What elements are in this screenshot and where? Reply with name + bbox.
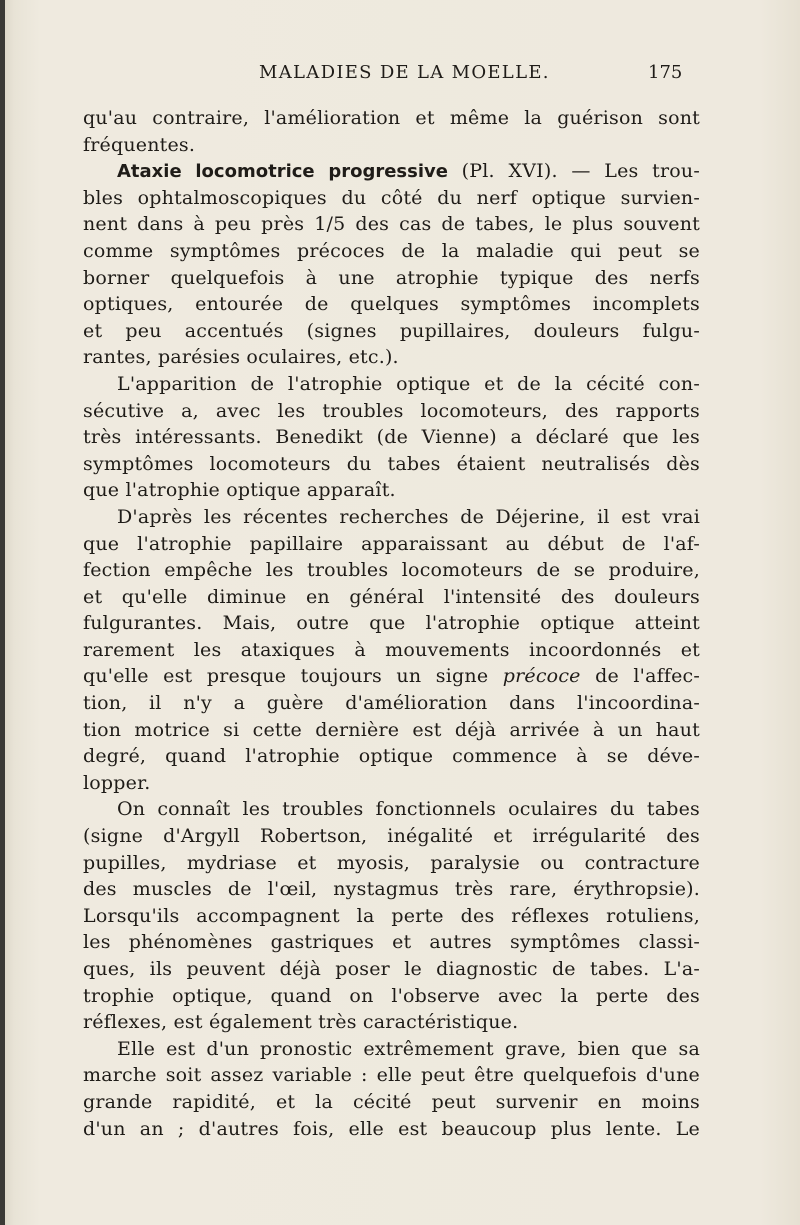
text-segment: pupilles, mydriase et myosis, paralysie ou contracture <box>83 851 700 874</box>
text-segment: des muscles de l'œil, nystagmus très rare, érythropsie). <box>83 878 700 901</box>
text-segment: bles ophtalmoscopiques du côté du nerf optique survien- <box>83 186 700 209</box>
text-line <box>83 238 700 265</box>
text-line <box>83 1009 700 1036</box>
text-segment: fulgurantes. Mais, outre que l'atrophie optique atteint <box>83 612 700 635</box>
text-segment: (signe d'Argyll Robertson, inégalité et irrégularité des <box>83 825 700 848</box>
text-line <box>83 823 700 850</box>
section-heading: Ataxie locomotrice progressive <box>117 161 448 183</box>
body-text <box>83 105 700 1142</box>
text-segment: d'un an ; d'autres fois, elle est beaucoup plus lente. Le <box>83 1117 700 1140</box>
text-line <box>83 876 700 903</box>
text-line <box>83 743 700 770</box>
text-segment: trophie optique, quand on l'observe avec la perte des <box>83 984 700 1007</box>
text-line <box>83 531 700 558</box>
text-line <box>83 451 700 478</box>
text-segment: fection empêche les troubles locomoteurs de se produire, <box>83 559 700 582</box>
text-segment: tion motrice si cette dernière est déjà arrivée à un haut <box>83 718 700 741</box>
text-line <box>83 770 700 797</box>
text-line <box>83 504 700 531</box>
text-segment: que l'atrophie papillaire apparaissant au début de l'af- <box>83 532 700 555</box>
text-segment: borner quelquefois à une atrophie typique des nerfs <box>83 266 700 289</box>
text-line <box>83 344 700 371</box>
text-segment: degré, quand l'atrophie optique commence à se déve- <box>83 745 700 768</box>
text-line <box>83 1062 700 1089</box>
text-line <box>83 371 700 398</box>
text-line <box>83 477 700 504</box>
text-segment: symptômes locomoteurs du tabes étaient neutralisés dès <box>83 452 700 475</box>
text-segment: marche soit assez variable : elle peut être quelquefois d'une <box>83 1064 700 1087</box>
text-segment: qu'au contraire, l'amélioration et même la guérison sont <box>83 107 700 129</box>
text-line <box>83 717 700 744</box>
text-line <box>83 850 700 877</box>
text-line <box>83 185 700 212</box>
text-segment: très intéressants. Benedikt (de Vienne) a déclaré que les <box>83 426 700 449</box>
text-segment: les phénomènes gastriques et autres symptômes classi- <box>83 931 700 954</box>
text-line <box>83 291 700 318</box>
text-segment: qu'elle est presque toujours un signe <box>83 665 503 688</box>
text-line <box>83 1089 700 1116</box>
text-segment: tion, il n'y a guère d'amélioration dans l'incoordina- <box>83 692 700 715</box>
text-segment: de l'affec- <box>580 665 700 688</box>
running-head <box>0 62 800 92</box>
text-segment: lopper. <box>83 771 151 794</box>
text-segment: ques, ils peuvent déjà poser le diagnostic de tabes. L'a- <box>83 958 700 980</box>
text-line <box>83 158 700 185</box>
text-line <box>83 903 700 930</box>
page-number: 175 <box>648 62 683 83</box>
emphasis-word: précoce <box>502 665 581 688</box>
text-segment: nent dans à peu près 1/5 des cas de tabes, le plus souvent <box>83 213 700 236</box>
text-line <box>83 610 700 637</box>
text-segment: grande rapidité, et la cécité peut survenir en moins <box>83 1090 700 1113</box>
text-segment: Lorsqu'ils accompagnent la perte des réflexes rotuliens, <box>83 904 700 927</box>
running-head-title: MALADIES DE LA MOELLE. <box>259 62 550 83</box>
text-line <box>83 637 700 664</box>
text-segment: et peu accentués (signes pupillaires, douleurs fulgu- <box>83 319 700 342</box>
text-segment: fréquentes. <box>83 133 196 156</box>
text-line <box>83 1116 700 1143</box>
text-segment: L'apparition de l'atrophie optique et de la cécité con- <box>117 372 700 395</box>
text-line <box>83 929 700 956</box>
text-line <box>83 211 700 238</box>
text-line <box>83 690 700 717</box>
text-segment: comme symptômes précoces de la maladie qui peut se <box>83 239 700 262</box>
text-line <box>83 663 700 690</box>
text-line <box>83 796 700 823</box>
text-line <box>83 956 700 983</box>
text-segment: sécutive a, avec les troubles locomoteurs, des rapports <box>83 399 700 422</box>
text-segment: rantes, parésies oculaires, etc.). <box>83 346 399 369</box>
text-line <box>83 105 700 132</box>
text-segment: (Pl. XVI). — Les trou- <box>447 160 700 183</box>
text-segment: Elle est d'un pronostic extrêmement grave, bien que sa <box>117 1037 700 1060</box>
text-segment: On connaît les troubles fonctionnels oculaires du tabes <box>117 798 700 821</box>
text-segment: optiques, entourée de quelques symptômes incomplets <box>83 293 700 316</box>
text-segment: et qu'elle diminue en général l'intensité des douleurs <box>83 585 700 608</box>
text-line <box>83 557 700 584</box>
text-line <box>83 1036 700 1063</box>
text-line <box>83 983 700 1010</box>
text-segment: réflexes, est également très caractéristique. <box>83 1011 519 1034</box>
text-segment: D'après les récentes recherches de Déjerine, il est vrai <box>117 505 700 528</box>
text-line <box>83 398 700 425</box>
text-line <box>83 318 700 345</box>
text-line <box>83 584 700 611</box>
text-line <box>83 424 700 451</box>
text-line <box>83 132 700 159</box>
text-segment: rarement les ataxiques à mouvements incoordonnés et <box>83 638 700 661</box>
text-segment: que l'atrophie optique apparaît. <box>83 479 396 502</box>
text-line <box>83 265 700 292</box>
binding-edge <box>0 0 5 1225</box>
